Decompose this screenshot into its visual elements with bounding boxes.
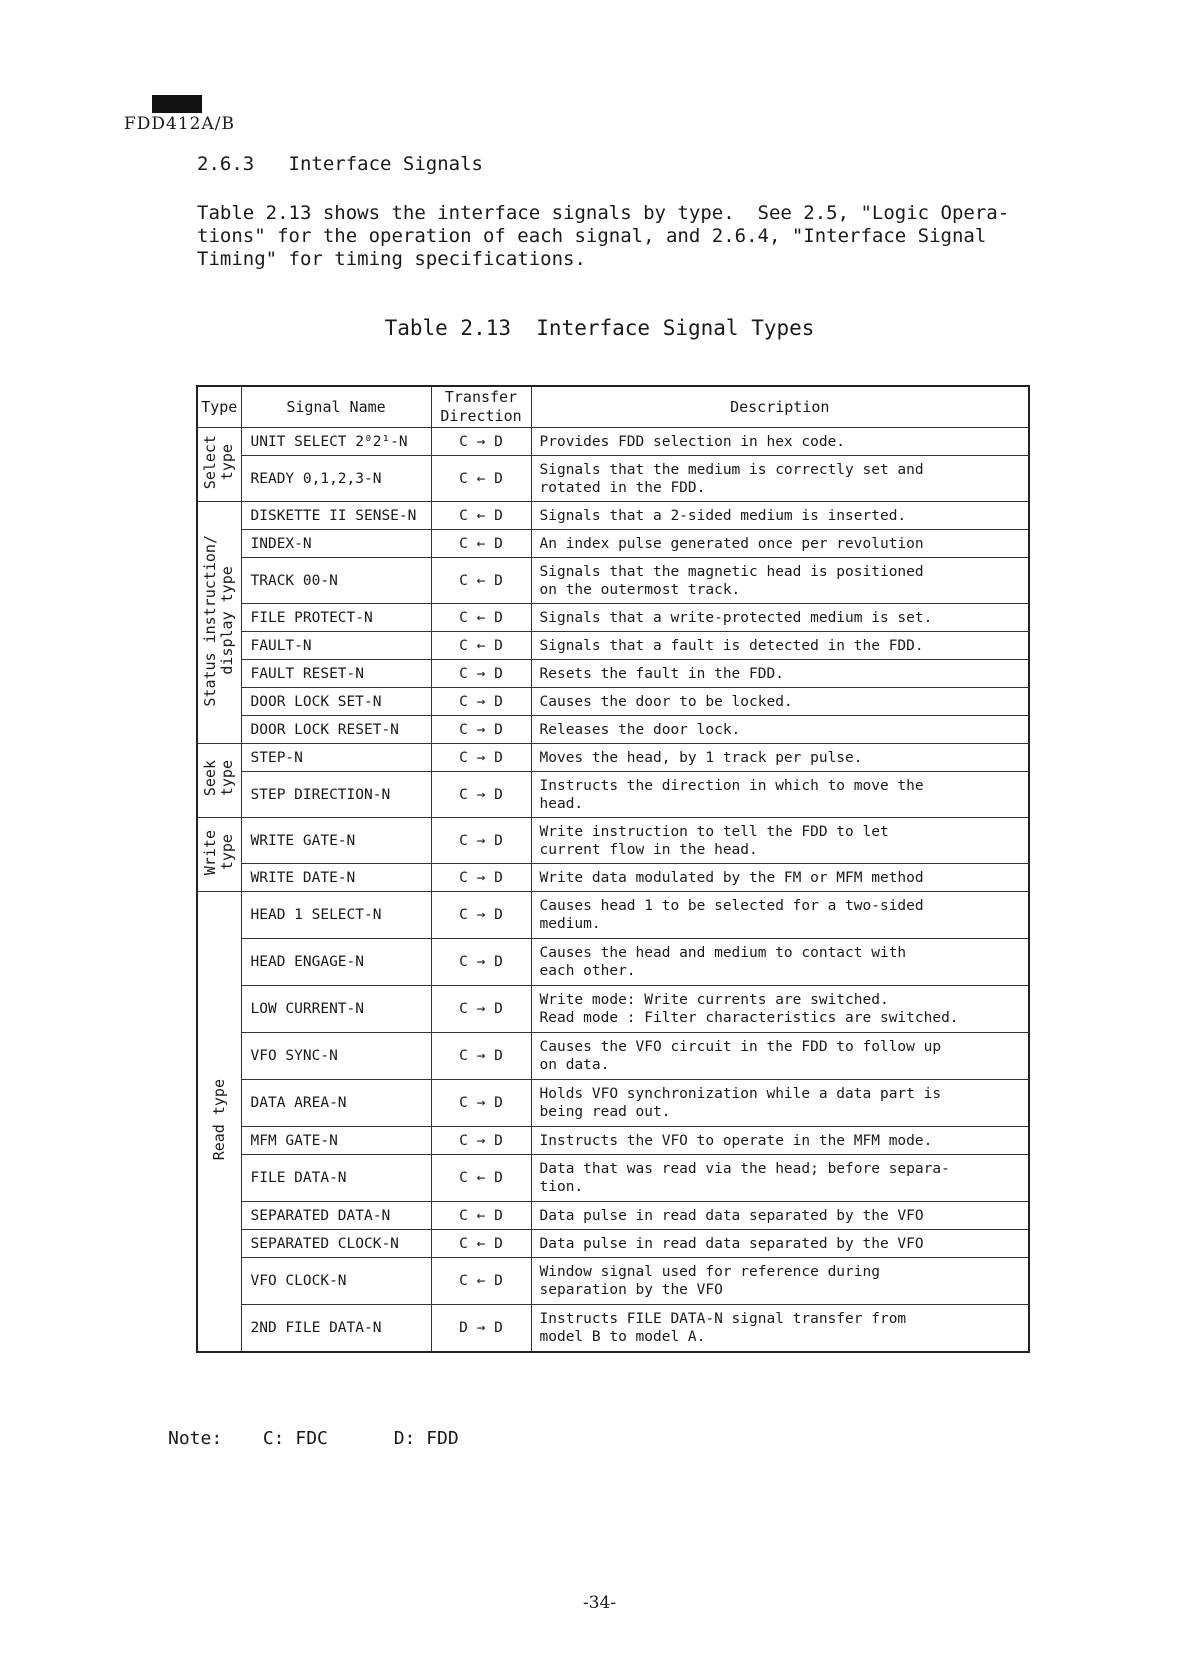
note-c: C: FDC — [262, 1428, 328, 1449]
table-row: Status instruction/ display type DISKETTE II SENSE-N C ← D Signals that a 2-sided medium is inserted. — [197, 502, 1029, 530]
header-transfer-direction: Transfer Direction — [431, 386, 531, 428]
header-signal-name: Signal Name — [241, 386, 431, 428]
table-caption: Table 2.13 Interface Signal Types — [384, 316, 815, 340]
table-row: READY 0,1,2,3-N C ← D Signals that the medium is correctly set and rotated in the FDD. — [197, 456, 1029, 502]
note-d: D: FDD — [393, 1428, 459, 1449]
table-row: Write type WRITE GATE-N C → D Write instruction to tell the FDD to let current flow in the head. — [197, 818, 1029, 864]
table-note — [168, 1428, 459, 1449]
table-row: STEP DIRECTION-N C → D Instructs the direction in which to move the head. — [197, 772, 1029, 818]
table-row: SEPARATED DATA-N C ← D Data pulse in read data separated by the VFO — [197, 1202, 1029, 1230]
type-cell-read: Read type — [197, 892, 241, 1353]
page-number: -34- — [582, 1593, 617, 1613]
interface-signal-table — [196, 385, 1030, 1353]
header-logo-block — [152, 95, 202, 113]
intro-line: Timing" for timing specifications. — [197, 248, 586, 270]
table-row: DOOR LOCK RESET-N C → D Releases the door lock. — [197, 716, 1029, 744]
table-row: Seek type STEP-N C → D Moves the head, by 1 track per pulse. — [197, 744, 1029, 772]
type-cell-select: Select type — [197, 428, 241, 502]
table-row: Select type UNIT SELECT 2⁰2¹-N C → D Provides FDD selection in hex code. — [197, 428, 1029, 456]
table-row: FILE DATA-N C ← D Data that was read via the head; before separa- tion. — [197, 1155, 1029, 1202]
table-row: TRACK 00-N C ← D Signals that the magnetic head is positioned on the outermost track. — [197, 558, 1029, 604]
table-row: FILE PROTECT-N C ← D Signals that a write-protected medium is set. — [197, 604, 1029, 632]
table-row: LOW CURRENT-N C → D Write mode: Write currents are switched. Read mode : Filter characteristics are switched. — [197, 986, 1029, 1033]
table-row: VFO SYNC-N C → D Causes the VFO circuit in the FDD to follow up on data. — [197, 1033, 1029, 1080]
table-row: WRITE DATE-N C → D Write data modulated by the FM or MFM method — [197, 864, 1029, 892]
intro-paragraph — [197, 202, 1067, 271]
note-label: Note: — [168, 1428, 223, 1449]
table-row: VFO CLOCK-N C ← D Window signal used for reference during separation by the VFO — [197, 1258, 1029, 1305]
header-type: Type — [197, 386, 241, 428]
intro-line: tions" for the operation of each signal, and 2.6.4, "Interface Signal — [197, 225, 987, 247]
table-row: MFM GATE-N C → D Instructs the VFO to operate in the MFM mode. — [197, 1127, 1029, 1155]
table-row: DOOR LOCK SET-N C → D Causes the door to be locked. — [197, 688, 1029, 716]
table-row: 2ND FILE DATA-N D → D Instructs FILE DATA-N signal transfer from model B to model A. — [197, 1305, 1029, 1353]
table-header-row — [197, 386, 1029, 428]
intro-line: Table 2.13 shows the interface signals by type. See 2.5, "Logic Opera- — [197, 202, 1010, 224]
section-heading: 2.6.3 Interface Signals — [197, 153, 483, 175]
table-row: INDEX-N C ← D An index pulse generated once per revolution — [197, 530, 1029, 558]
table-row: SEPARATED CLOCK-N C ← D Data pulse in read data separated by the VFO — [197, 1230, 1029, 1258]
header-description: Description — [531, 386, 1029, 428]
type-cell-write: Write type — [197, 818, 241, 892]
type-cell-status: Status instruction/ display type — [197, 502, 241, 744]
table-row: FAULT-N C ← D Signals that a fault is detected in the FDD. — [197, 632, 1029, 660]
table-row: DATA AREA-N C → D Holds VFO synchronization while a data part is being read out. — [197, 1080, 1029, 1127]
table-row: Read type HEAD 1 SELECT-N C → D Causes head 1 to be selected for a two-sided medium. — [197, 892, 1029, 939]
type-cell-seek: Seek type — [197, 744, 241, 818]
table-row: FAULT RESET-N C → D Resets the fault in the FDD. — [197, 660, 1029, 688]
model-number: FDD412A/B — [124, 114, 235, 134]
table-row: HEAD ENGAGE-N C → D Causes the head and medium to contact with each other. — [197, 939, 1029, 986]
